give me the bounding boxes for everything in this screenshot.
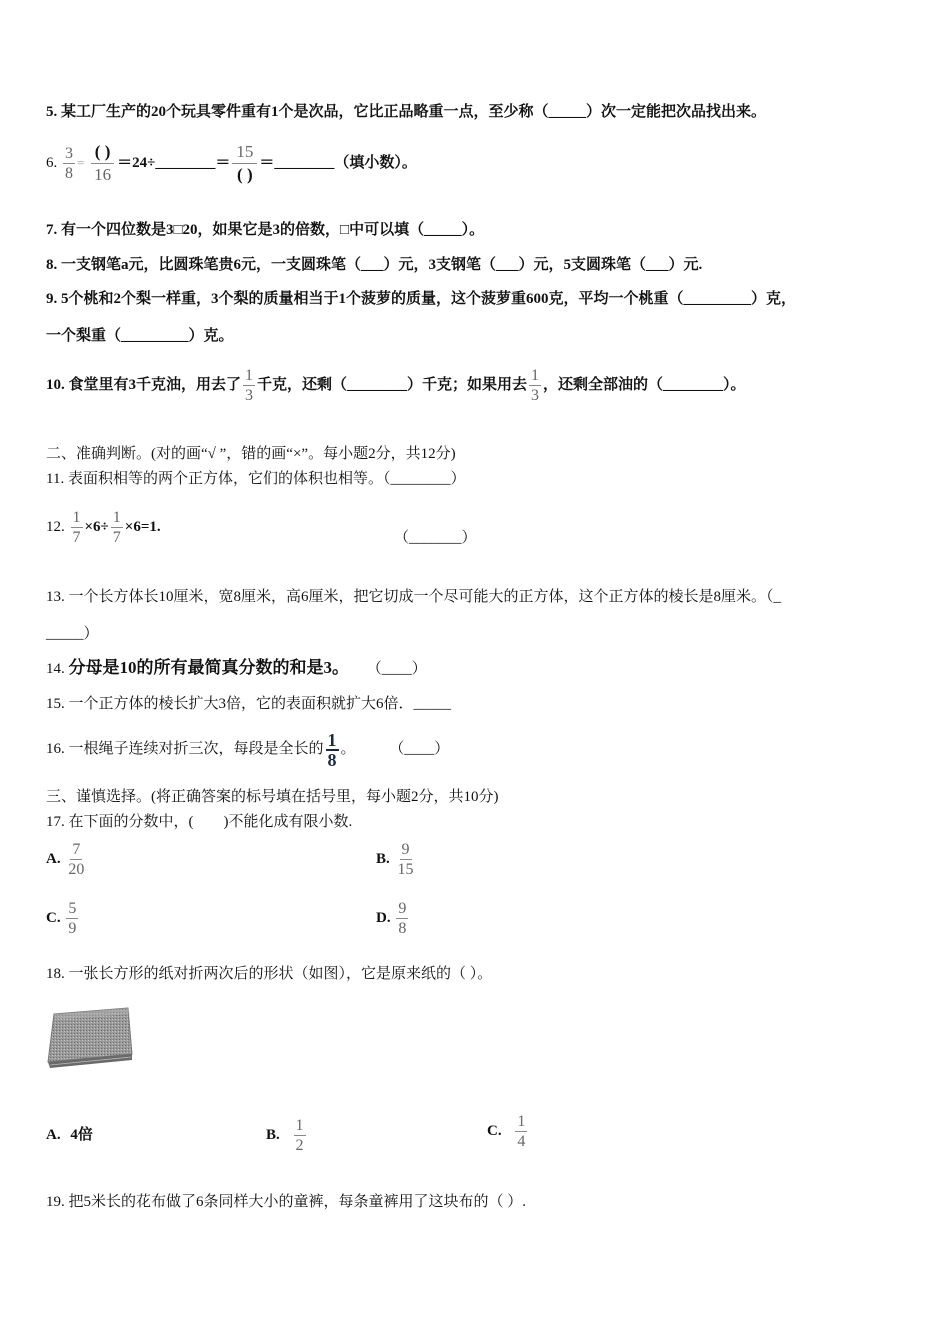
question-number: 14. <box>46 661 65 677</box>
fraction-1-7: $\frac{1}{7}$ <box>112 509 121 547</box>
question-text: 表面积相等的两个正方体，它们的体积也相等。（________） <box>67 471 466 487</box>
fraction-1-3: $\frac{1}{3}$ <box>531 367 540 405</box>
question-number: 13. <box>46 589 65 605</box>
question-text: 食堂里有3千克油，用去了 <box>68 377 242 393</box>
question-text: ×6=1. <box>124 519 161 535</box>
question-text: 某工厂生产的20个玩具零件重有1个是次品，它比正品略重一点，至少称（_____）次一定能把次品找出来。 <box>61 104 767 120</box>
option-a[interactable] <box>46 840 88 879</box>
equals-sign: = <box>77 155 85 170</box>
question-text: 一个长方体长10厘米，宽8厘米，高6厘米，把它切成一个尽可能大的正方体，这个正方体的棱长是8厘米。（_ <box>68 589 782 605</box>
option-label: A. <box>46 1127 61 1143</box>
question-13-line-1 <box>46 587 781 607</box>
question-number: 6. <box>46 155 58 171</box>
option-b[interactable] <box>376 840 418 879</box>
option-label: B. <box>266 1127 280 1143</box>
question-18 <box>46 964 492 984</box>
option-label: B. <box>376 850 390 867</box>
question-text: ＝24÷________＝ <box>117 155 231 171</box>
question-9-line-1 <box>46 289 796 309</box>
option-text: 4倍 <box>70 1127 93 1143</box>
question-16 <box>46 727 449 771</box>
question-17 <box>46 812 352 832</box>
question-14 <box>46 658 427 679</box>
fraction-5-9: $\frac{5}{9}$ <box>68 900 77 937</box>
question-12 <box>46 504 161 550</box>
folded-paper-image <box>44 1006 134 1070</box>
question-number: 19. <box>46 1194 65 1210</box>
question-9-line-2 <box>46 326 234 346</box>
question-text: 在下面的分数中，( )不能化成有限小数. <box>68 814 353 830</box>
fraction-3-8: $\frac{3}{8}$ <box>65 145 73 183</box>
option-label: D. <box>376 909 391 926</box>
fraction-1-4: $\frac{1}{4}$ <box>517 1113 526 1151</box>
option-d[interactable] <box>376 899 410 938</box>
question-13-line-2: _____） <box>46 626 99 642</box>
question-number: 8. <box>46 257 58 273</box>
question-text-tail: 。 <box>340 741 356 757</box>
option-label: C. <box>487 1123 502 1139</box>
question-text: 一支钢笔a元，比圆珠笔贵6元，一支圆珠笔（___）元，3支钢笔（___）元，5支圆珠笔（___）元. <box>61 257 703 273</box>
question-number: 17. <box>46 814 65 830</box>
question-number: 18. <box>46 966 65 982</box>
question-text: 分母是10的所有最简真分数的和是3。 <box>68 658 349 677</box>
question-10 <box>46 362 746 408</box>
question-text: ，还剩全部油的（________）。 <box>543 377 746 393</box>
question-number: 9. <box>46 291 58 307</box>
question-number: 7. <box>46 222 58 238</box>
question-text-tail: ＝________（填小数）。 <box>259 155 417 171</box>
fraction-9-8: $\frac{9}{8}$ <box>398 900 407 937</box>
section-2-heading: 二、准确判断。(对的画“√ ”，错的画“×”。每小题2分，共12分) <box>46 446 456 462</box>
fraction-7-20: $\frac{7}{20}$ <box>68 841 85 878</box>
question-number: 10. <box>46 377 65 393</box>
question-15 <box>46 694 451 714</box>
question-number: 11. <box>46 471 65 487</box>
question-text: 有一个四位数是3□20，如果它是3的倍数，□中可以填（_____）。 <box>61 222 485 238</box>
fraction-1-2: $\frac{1}{2}$ <box>295 1117 304 1155</box>
question-text: 5个桃和2个梨一样重，3个梨的质量相当于1个菠萝的质量，这个菠萝重600克，平均一个桃重（_________）克， <box>61 291 797 307</box>
answer-blank: （____） <box>366 661 427 677</box>
fraction-9-15: $\frac{9}{15}$ <box>397 841 414 878</box>
question-text: 千克，还剩（________）千克；如果用去 <box>257 377 528 393</box>
question-number: 15. <box>46 696 65 712</box>
question-text: 一张长方形的纸对折两次后的形状（如图），它是原来纸的（ ）。 <box>68 966 493 982</box>
fraction-15-blank: $\frac{15}{( )}$ <box>232 141 257 186</box>
question-text: 把5米长的花布做了6条同样大小的童裤，每条童裤用了这块布的（ ）. <box>68 1194 527 1210</box>
fraction-blank-16: $\frac{( )}{16}$ <box>90 141 115 186</box>
question-text: 一个正方体的棱长扩大3倍，它的表面积就扩大6倍．_____ <box>68 696 452 712</box>
option-c[interactable] <box>46 899 80 938</box>
question-11 <box>46 469 465 489</box>
answer-blank: （____） <box>389 741 450 757</box>
fraction-1-7: $\frac{1}{7}$ <box>72 509 81 547</box>
answer-blank: （_______） <box>394 530 477 546</box>
question-6 <box>46 140 417 186</box>
question-text: ×6÷ <box>84 519 109 535</box>
section-3-heading: 三、谨慎选择。(将正确答案的标号填在括号里，每小题2分，共10分) <box>46 789 499 805</box>
fraction-1-8: $\frac{1}{8}$ <box>327 729 337 770</box>
question-number: 16. <box>46 741 65 757</box>
option-c[interactable] <box>487 1108 529 1154</box>
option-b[interactable] <box>266 1112 308 1158</box>
question-text: 一根绳子连续对折三次，每段是全长的 <box>68 741 324 757</box>
option-label: C. <box>46 909 61 926</box>
question-7 <box>46 220 484 240</box>
question-number: 12. <box>46 519 65 535</box>
question-text: 一个梨重（_________）克。 <box>46 328 234 344</box>
question-5 <box>46 102 766 122</box>
option-a[interactable] <box>46 1112 93 1158</box>
question-19 <box>46 1192 526 1212</box>
option-label: A. <box>46 850 61 867</box>
question-number: 5. <box>46 104 58 120</box>
fraction-1-3: $\frac{1}{3}$ <box>245 367 254 405</box>
question-8 <box>46 255 702 275</box>
